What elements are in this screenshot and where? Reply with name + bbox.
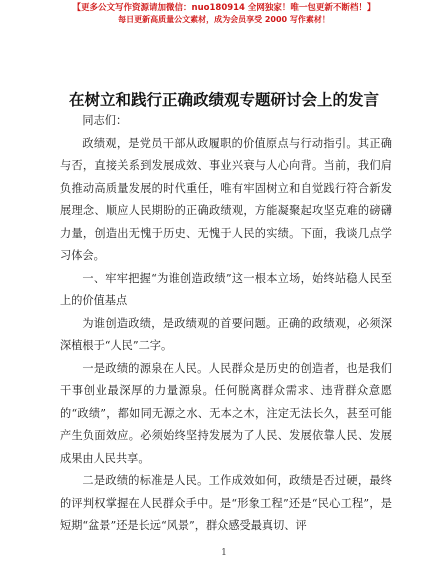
- document-body: [60, 110, 392, 538]
- section-heading-1: 一、牢牢把握“为谁创造政绩”这一根本立场，始终站稳人民至上的价值基点: [60, 271, 392, 307]
- paragraph: 一是政绩的源泉在人民。人民群众是历史的创造者，也是我们干事创业最深厚的力量源泉。任何脱离群众需求、违背群众意愿的“政绩”，都如同无源之水、无本之木，注定无法长久，甚至可能产生负面效应。必须始终坚持发展为了人民、发展依靠人民、发展成果由人民共享。: [60, 361, 392, 465]
- banner-line-2: 每日更新高质量公文素材，成为会员享受 2000 写作素材！: [118, 15, 330, 24]
- salutation: 同志们：: [82, 114, 128, 127]
- page-number: 1: [221, 548, 227, 558]
- paragraph: 二是政绩的标准是人民。工作成效如何，政绩是否过硬，最终的评判权掌握在人民群众手中。是“形象工程”还是“民心工程”，是短期“盆景”还是长远“风景”，群众感受最真切、评: [60, 474, 392, 532]
- banner-line-1: 【更多公文写作资源请加微信：nuo180914 全网独家！唯一包更新不断档！】: [72, 3, 376, 13]
- paragraph: 为谁创造政绩，是政绩观的首要问题。正确的政绩观，必须深深植根于“人民”二字。: [60, 316, 392, 352]
- document-title: 在树立和践行正确政绩观专题研讨会上的发言: [68, 91, 379, 109]
- paragraph-intro: 政绩观，是党员干部从政履职的价值原点与行动指引。其正确与否，直接关系到发展成效、事业兴衰与人心向背。当前，我们肩负推动高质量发展的时代重任，唯有牢固树立和自觉践行符合新发展理念、顺应人民期盼的正确政绩观，方能凝聚起攻坚克难的磅礴力量，创造出无愧于历史、无愧于人民的实绩。下面，我谈几点学习体会。: [60, 136, 392, 262]
- header-banner: [0, 3, 448, 25]
